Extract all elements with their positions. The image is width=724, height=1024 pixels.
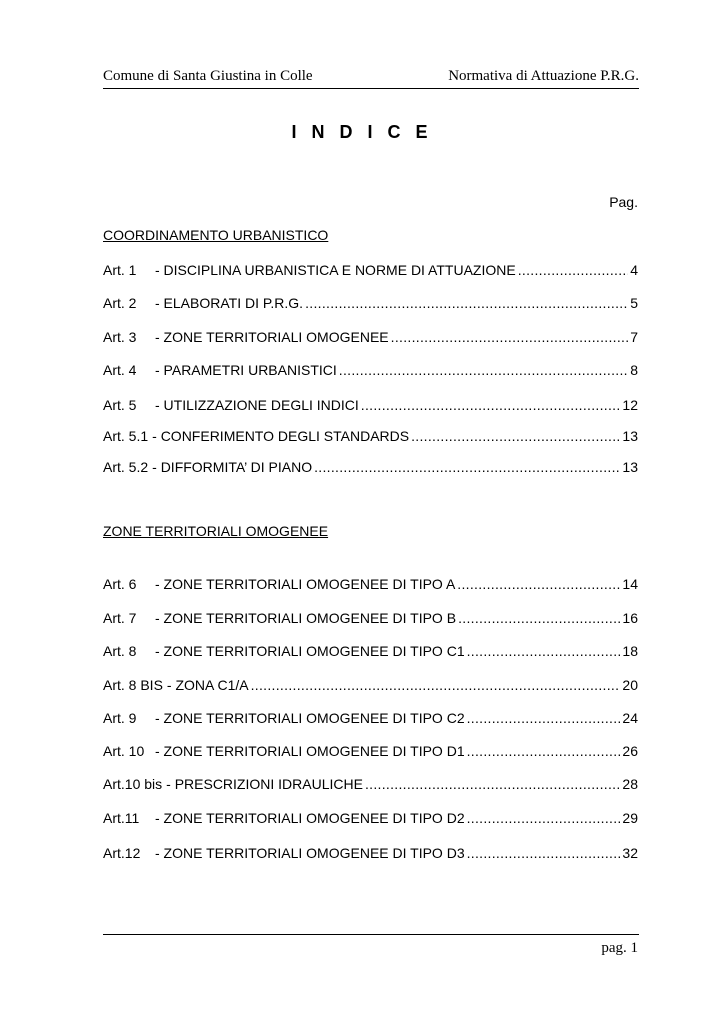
toc-page-number: 24 [622,710,638,726]
toc-page-number: 7 [630,329,638,345]
toc-article-number: Art. 2 [103,295,137,311]
toc-article-number: Art. 6 [103,576,137,592]
toc-entry[interactable] [103,641,638,659]
toc-entry[interactable] [103,808,638,826]
toc-article-title: - PARAMETRI URBANISTICI [155,362,337,378]
section-heading-coordinamento: COORDINAMENTO URBANISTICO [103,227,329,243]
footer-page-number: pag. 1 [601,940,638,956]
toc-dot-leader [458,610,620,626]
toc-entry[interactable] [103,574,638,592]
toc-article-title: - PRESCRIZIONI IDRAULICHE [166,776,363,792]
toc-article-title: - UTILIZZAZIONE DEGLI INDICI [155,397,359,413]
toc-dot-leader [314,459,620,475]
toc-article-title: - ZONA C1/A [166,677,249,693]
toc-page-number: 8 [630,362,638,378]
toc-dot-leader [467,743,621,759]
toc-entry[interactable] [103,426,638,444]
toc-dot-leader [391,329,629,345]
toc-article-number: Art. 1 [103,262,137,278]
toc-article-number: Art. 8 [103,643,137,659]
toc-dot-leader [365,776,620,792]
toc-article-number: Art. 4 [103,362,137,378]
toc-dot-leader [305,295,628,311]
toc-page-number: 13 [622,459,638,475]
toc-dot-leader [457,576,620,592]
toc-entry[interactable] [103,608,638,626]
toc-entry[interactable] [103,675,638,693]
toc-article-title: - ZONE TERRITORIALI OMOGENEE DI TIPO C1 [155,643,465,659]
toc-article-number: Art.10 bis [103,776,163,792]
toc-article-number: Art. 5 [103,397,137,413]
toc-article-title: - ZONE TERRITORIALI OMOGENEE [155,329,389,345]
toc-page-number: 13 [622,428,638,444]
toc-dot-leader [361,397,621,413]
toc-entry[interactable] [103,395,638,413]
toc-page-number: 12 [622,397,638,413]
toc-dot-leader [467,845,621,861]
toc-entry[interactable] [103,741,638,759]
toc-dot-leader [518,262,629,278]
section-heading-zone: ZONE TERRITORIALI OMOGENEE [103,523,329,539]
toc-dot-leader [467,810,621,826]
toc-entry[interactable] [103,360,638,378]
footer-divider [103,934,639,935]
header-municipality: Comune di Santa Giustina in Colle [103,68,313,84]
index-title: I N D I C E [291,122,433,142]
page-column-label: Pag. [609,194,638,210]
toc-article-title: - ELABORATI DI P.R.G. [155,295,304,311]
toc-article-title: - DISCIPLINA URBANISTICA E NORME DI ATTUAZIONE [155,262,516,278]
toc-article-title: - ZONE TERRITORIALI OMOGENEE DI TIPO A [155,576,456,592]
toc-article-number: Art.12 [103,845,141,861]
toc-article-title: - ZONE TERRITORIALI OMOGENEE DI TIPO C2 [155,710,465,726]
toc-article-number: Art. 3 [103,329,137,345]
toc-article-number: Art. 7 [103,610,137,626]
toc-entry[interactable] [103,774,638,792]
toc-dot-leader [251,677,621,693]
toc-article-title: - ZONE TERRITORIALI OMOGENEE DI TIPO B [155,610,457,626]
toc-article-number: Art.11 [103,810,140,826]
toc-dot-leader [467,710,621,726]
toc-entry[interactable] [103,260,638,278]
toc-article-number: Art. 10 [103,743,145,759]
toc-dot-leader [339,362,628,378]
toc-entry[interactable] [103,708,638,726]
toc-entry[interactable] [103,293,638,311]
toc-article-number: Art. 5.2 [103,459,149,475]
toc-dot-leader [467,643,621,659]
toc-dot-leader [411,428,620,444]
toc-page-number: 4 [630,262,638,278]
toc-entry[interactable] [103,457,638,475]
toc-article-title: - ZONE TERRITORIALI OMOGENEE DI TIPO D2 [155,810,465,826]
page-header [103,68,639,89]
toc-article-number: Art. 5.1 [103,428,149,444]
toc-article-number: Art. 8 BIS [103,677,163,693]
toc-page-number: 18 [622,643,638,659]
toc-article-title: - ZONE TERRITORIALI OMOGENEE DI TIPO D3 [155,845,465,861]
toc-entry[interactable] [103,327,638,345]
toc-page-number: 26 [622,743,638,759]
toc-page-number: 28 [622,776,638,792]
header-document-title: Normativa di Attuazione P.R.G. [448,68,639,84]
toc-article-title: - CONFERIMENTO DEGLI STANDARDS [152,428,410,444]
toc-entry[interactable] [103,843,638,861]
toc-page-number: 20 [622,677,638,693]
toc-article-title: - ZONE TERRITORIALI OMOGENEE DI TIPO D1 [155,743,465,759]
toc-page-number: 5 [630,295,638,311]
toc-article-number: Art. 9 [103,710,137,726]
toc-page-number: 32 [622,845,638,861]
toc-article-title: - DIFFORMITA’ DI PIANO [152,459,313,475]
toc-page-number: 16 [622,610,638,626]
toc-page-number: 14 [622,576,638,592]
toc-page-number: 29 [622,810,638,826]
